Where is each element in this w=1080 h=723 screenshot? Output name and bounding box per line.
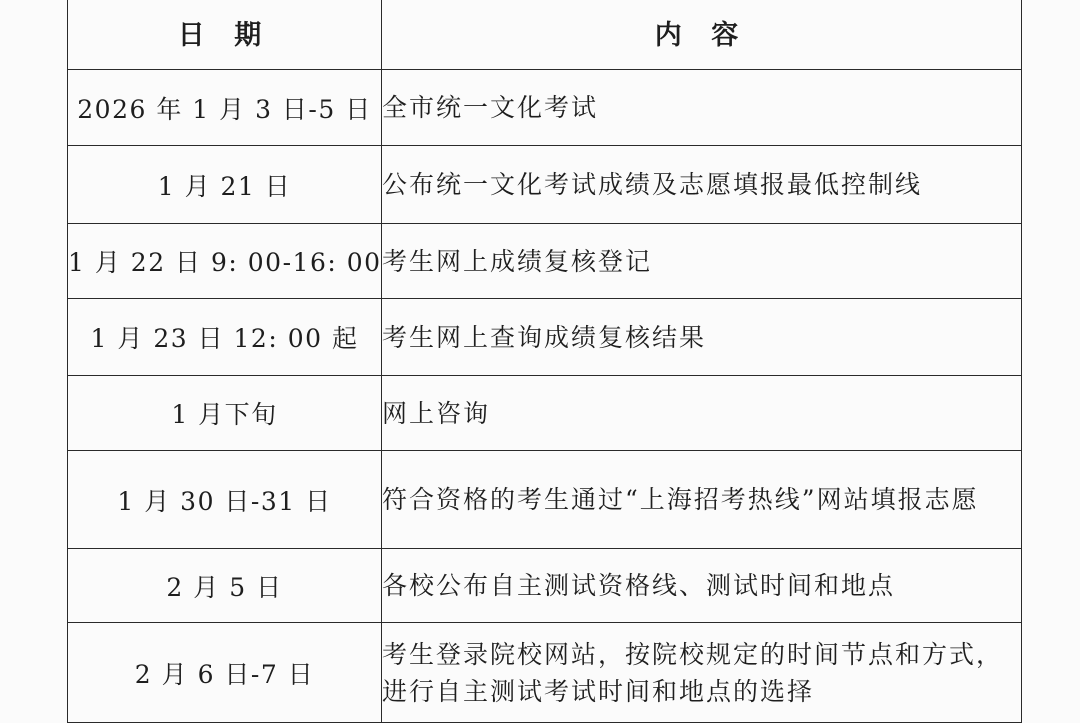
- date-cell: 1 月 21 日: [68, 146, 382, 224]
- date-cell: 1 月 23 日 12: 00 起: [68, 299, 382, 376]
- content-cell: 考生登录院校网站，按院校规定的时间节点和方式，进行自主测试考试时间和地点的选择: [382, 623, 1022, 723]
- table-row: [68, 376, 1022, 451]
- date-cell: 2 月 6 日-7 日: [68, 623, 382, 723]
- content-cell: 考生网上成绩复核登记: [382, 224, 1022, 299]
- table-row: [68, 146, 1022, 224]
- content-cell: 考生网上查询成绩复核结果: [382, 299, 1022, 376]
- date-cell: 1 月 22 日 9: 00-16: 00: [68, 224, 382, 299]
- date-cell: 2 月 5 日: [68, 549, 382, 623]
- table-row: [68, 451, 1022, 549]
- table-row: [68, 224, 1022, 299]
- content-cell: 全市统一文化考试: [382, 70, 1022, 146]
- schedule-table: [67, 0, 1022, 723]
- date-column-header: 日 期: [68, 0, 382, 70]
- content-column-header: 内 容: [382, 0, 1022, 70]
- content-cell: 各校公布自主测试资格线、测试时间和地点: [382, 549, 1022, 623]
- date-cell: 2026 年 1 月 3 日-5 日: [68, 70, 382, 146]
- date-cell: 1 月下旬: [68, 376, 382, 451]
- content-cell: 符合资格的考生通过“上海招考热线”网站填报志愿: [382, 451, 1022, 549]
- table-row: [68, 299, 1022, 376]
- content-cell: 网上咨询: [382, 376, 1022, 451]
- date-cell: 1 月 30 日-31 日: [68, 451, 382, 549]
- table-row: [68, 70, 1022, 146]
- table-row: [68, 549, 1022, 623]
- table-row: [68, 623, 1022, 723]
- table-header-row: [68, 0, 1022, 70]
- content-cell: 公布统一文化考试成绩及志愿填报最低控制线: [382, 146, 1022, 224]
